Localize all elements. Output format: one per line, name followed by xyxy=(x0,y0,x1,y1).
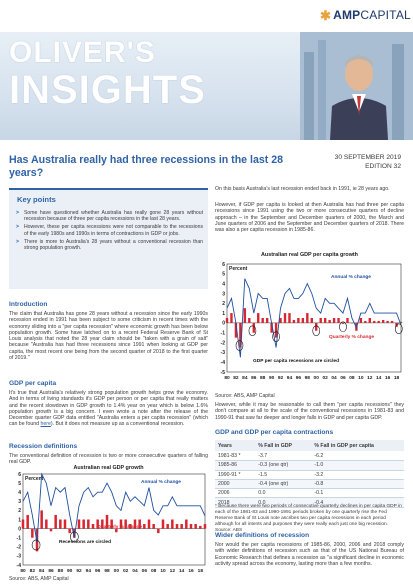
x-tick-label: 10 xyxy=(160,569,166,574)
table-row: 1981-83 * -3.7 -6.2 xyxy=(215,452,404,461)
x-tick-label: 08 xyxy=(150,569,157,574)
x-tick-label: 80 xyxy=(20,569,26,574)
x-tick-label: 88 xyxy=(260,376,266,381)
quarterly-bar xyxy=(82,520,85,529)
quarterly-bar xyxy=(324,318,326,323)
quarterly-bar xyxy=(31,529,34,538)
quarterly-bar xyxy=(293,320,295,323)
article-date: 30 SEPTEMBER 2019 xyxy=(334,154,401,161)
quarterly-bar xyxy=(176,524,179,529)
amp-capital-logo: ✱ AMPCAPITAL xyxy=(320,8,411,23)
quarterly-bar xyxy=(360,318,362,323)
quarterly-bar xyxy=(306,313,308,323)
chart-annotation: Quarterly % change xyxy=(329,335,375,340)
quarterly-bar xyxy=(194,524,197,529)
table-header-row xyxy=(215,440,404,452)
recession-definitions-heading: Recession definitions xyxy=(9,443,78,450)
wider-definitions-heading: Wider definitions of recession xyxy=(215,532,310,539)
quarterly-bar xyxy=(171,520,174,529)
quarterly-bar xyxy=(244,308,246,323)
quarterly-bar xyxy=(333,318,335,323)
quarterly-bar xyxy=(342,323,344,324)
x-tick-label: 98 xyxy=(304,376,310,381)
y-tick-label: -5 xyxy=(220,369,225,376)
chart-annotation: Quarterly % change xyxy=(97,525,143,530)
x-tick-label: 86 xyxy=(48,569,54,574)
y-tick-label: -1 xyxy=(16,535,21,542)
key-points-heading: Key points xyxy=(17,195,56,204)
quarterly-bar xyxy=(230,313,232,323)
x-tick-label: 82 xyxy=(29,569,36,574)
chart-annotation: Annual % change xyxy=(331,275,371,280)
quarterly-bar xyxy=(382,320,384,323)
x-tick-label: 90 xyxy=(268,376,275,381)
quarterly-bar xyxy=(297,318,299,323)
article-title: Has Australia really had three recessions in the last 28 years? xyxy=(9,154,283,179)
x-tick-label: 96 xyxy=(295,376,302,381)
table-row: 2000 -0.4 (one qtr) -0.8 xyxy=(215,479,404,488)
table-footnote: * Because there were two periods of consecutive quarterly declines in per capita GDP in each of the 1981-83 and 1990-1991 periods broken by one quarterly rise the Fed Reserve Bank of St Louis note ascribes two per capita recessions in each period although for all intents and purposes they were really each just one big recession. Source: ABS xyxy=(215,504,402,533)
chart-gdp-per-capita-growth xyxy=(213,258,405,384)
x-tick-label: 90 xyxy=(66,569,73,574)
x-tick-label: 98 xyxy=(104,569,110,574)
y-tick-label: 6 xyxy=(18,471,21,478)
x-tick-label: 04 xyxy=(331,376,337,381)
x-tick-label: 84 xyxy=(242,376,248,381)
plot-frame xyxy=(227,264,401,372)
quarterly-bar xyxy=(275,323,277,338)
plot-frame xyxy=(23,474,205,565)
y-tick-label: 3 xyxy=(18,499,21,506)
y-tick-label: 1 xyxy=(18,517,21,524)
introduction-text: The claim that Australia has gone 28 years without a recession since the early 1990s recession ended in 1991 has been subject to some criticism in recent times with the economy sliding into a "per capita recession" where economic growth has been below population growth. Some have latched on to a recent Federal Reserve Bank of St Louis analysis that noted the 28 year claim should be "taken with a grain of salt" because "Australia has had three recessions since 1991 when looking at GDP per capita, the most recent one being from the second quarter of 2018 to the first quarter of 2019." xyxy=(9,311,208,362)
key-point-item: > Some have questioned whether Australia has really gone 28 years without recession because of three per capita recessions in the last 28 years. xyxy=(15,210,203,222)
x-tick-label: 14 xyxy=(178,569,185,574)
quarterly-bar xyxy=(185,520,188,529)
right-para-1: On this basis Australia's last recession ended back in 1991, ie 28 years ago. xyxy=(215,186,390,192)
quarterly-bar xyxy=(59,520,62,529)
chart1-title: Australian real GDP growth xyxy=(73,465,144,471)
key-point-item: > However, these per capita recessions were not comparable to the recessions of the early 1980s and 1990s in terms of contractions in GDP or jobs. xyxy=(15,224,203,236)
right-para-2: However, if GDP per capita is looked at then Australia has had three per capita recessions since 1991 using the two or more consecutive quarters of decline approach – in the September and December quarters of 2000, the March and June quarters of 2006 and the September and December quarters of 2018. There was also a per capita recession in 1985-86. xyxy=(215,202,404,234)
quarterly-bar xyxy=(288,313,290,323)
y-tick-label: -4 xyxy=(16,562,21,569)
y-tick-label: -1 xyxy=(220,330,225,337)
y-tick-label: -2 xyxy=(220,340,225,347)
quarterly-bar xyxy=(92,524,95,529)
column-header: Years xyxy=(215,440,255,452)
annual-change-line xyxy=(227,279,401,358)
x-tick-label: 18 xyxy=(393,376,400,381)
y-tick-label: 2 xyxy=(18,508,21,515)
y-tick-label: 1 xyxy=(222,310,225,317)
quarterly-bar xyxy=(22,520,25,529)
y-tick-label: 0 xyxy=(222,320,225,327)
table-row: 1985-86 -0.3 (one qtr) -1.0 xyxy=(215,461,404,470)
x-tick-label: 00 xyxy=(313,376,319,381)
key-points-box xyxy=(9,188,208,289)
quarterly-bar xyxy=(166,524,169,529)
quarterly-bar xyxy=(337,318,339,323)
x-tick-label: 00 xyxy=(113,569,120,574)
table-row: 1990-91 * -1.5 -3.2 xyxy=(215,470,404,479)
quarterly-bar xyxy=(319,318,321,323)
x-tick-label: 12 xyxy=(169,569,176,574)
x-tick-label: 86 xyxy=(251,376,257,381)
y-tick-label: 2 xyxy=(222,301,225,308)
x-tick-label: 92 xyxy=(76,569,82,574)
quarterly-bar xyxy=(261,318,263,323)
quarterly-bar xyxy=(152,524,155,529)
quarterly-bar xyxy=(377,321,379,323)
table-heading: GDP and GDP per capita contractions xyxy=(215,429,334,436)
x-tick-label: 84 xyxy=(38,569,45,574)
chart2-source: Source: ABS, AMP Capital xyxy=(215,393,275,399)
y-tick-label: 4 xyxy=(222,281,225,288)
y-axis-label: Percent xyxy=(25,476,44,482)
quarterly-bar xyxy=(369,318,371,323)
x-tick-label: 80 xyxy=(224,376,230,381)
gdp-per-capita-heading: GDP per capita xyxy=(9,380,57,387)
column-header: % Fall in GDP xyxy=(255,440,311,452)
quarterly-bar xyxy=(226,318,228,323)
article-date-edition xyxy=(300,154,401,171)
chart-annotation: Recessions are circled xyxy=(59,540,111,545)
quarterly-bar xyxy=(199,526,202,529)
y-tick-label: 4 xyxy=(18,490,21,496)
quarterly-bar xyxy=(26,515,29,529)
brand-title-line2: INSIGHTS xyxy=(9,68,206,112)
x-tick-label: 88 xyxy=(57,569,64,574)
quarterly-bar xyxy=(253,323,255,333)
y-tick-label: 5 xyxy=(222,271,225,278)
quarterly-bar xyxy=(40,510,43,528)
table-row: 2018 0.0 -0.4 xyxy=(215,498,404,507)
star-icon: ✱ xyxy=(320,8,332,23)
recession-definitions-text: The conventional definition of recession is two or more consecutive quarters of falling real GDP. xyxy=(9,453,208,466)
x-tick-label: 12 xyxy=(367,376,373,381)
quarterly-bar xyxy=(328,320,330,323)
x-tick-label: 02 xyxy=(322,376,328,381)
x-tick-label: 06 xyxy=(340,376,346,381)
quarterly-bar xyxy=(311,318,313,323)
quarterly-bar xyxy=(54,515,57,529)
x-tick-label: 10 xyxy=(358,376,364,381)
quarterly-bar xyxy=(162,520,165,529)
quarterly-bar xyxy=(148,520,151,529)
chart1-source: Source: ABS, AMP Capital xyxy=(9,576,69,582)
quarterly-bar xyxy=(373,321,375,323)
quarterly-bar xyxy=(364,321,366,323)
x-tick-label: 08 xyxy=(349,376,355,381)
quarterly-bar xyxy=(143,524,146,529)
header-banner xyxy=(0,32,413,140)
column-header: % Fall in GDP per capita xyxy=(311,440,404,452)
quarterly-bar xyxy=(157,529,160,534)
quarterly-bar xyxy=(248,318,250,323)
wider-definitions-text: Nor would the per capita recessions of 1985-86, 2000, 2006 and 2018 comply with wider definitions of recession such as that of the US National Bureau of Economic Research that defines a recession as "a significant decline in economic activity spread across the economy, lasting more than a few months. xyxy=(215,542,404,567)
quarterly-bar xyxy=(204,524,207,529)
y-tick-label: -2 xyxy=(16,544,21,551)
y-tick-label: -3 xyxy=(16,553,21,560)
quarterly-bar xyxy=(315,323,317,331)
y-tick-label: -3 xyxy=(220,350,225,357)
quarterly-bar xyxy=(386,321,388,323)
x-tick-label: 14 xyxy=(376,376,382,381)
brand-title-line1: OLIVER'S xyxy=(9,36,156,69)
y-tick-label: 6 xyxy=(222,261,225,268)
x-tick-label: 04 xyxy=(132,569,138,574)
table-row: 2006 0.0 -0.1 xyxy=(215,489,404,498)
x-tick-label: 18 xyxy=(197,569,204,574)
y-tick-label: -4 xyxy=(220,359,225,366)
key-points-list xyxy=(15,210,203,253)
x-tick-label: 16 xyxy=(384,376,391,381)
quarterly-bar xyxy=(266,318,268,323)
gdp-per-capita-text: It's true that Australia's relatively strong population growth helps grow the economy. And in terms of living standards it's GDP per person or per capita that really matters and the recent slowdown in GDP growth to 1.4% year on year which is below 1.6% population growth is a big concern. I even wrote a note after the release of the December quarter GDP data entitled "Australia enters a per capita recession" (which can be found here). But it does not measure up as a conventional recession. xyxy=(9,390,208,428)
chart-gdp-growth xyxy=(9,471,209,575)
chart2-title: Australian real GDP per capita growth xyxy=(261,252,358,258)
y-axis-label: Percent xyxy=(229,266,248,272)
x-tick-label: 06 xyxy=(141,569,148,574)
right-para-3: However, while it may be reasonable to call them "per capita recessions" they don't compare at all to the scale of the conventional recessions in 1981-83 and 1990-91 that saw far deeper and longer falls in GDP and per capita GDP. xyxy=(215,402,404,421)
quarterly-bar xyxy=(284,313,286,323)
quarterly-bar xyxy=(45,520,48,529)
quarterly-bar xyxy=(87,520,90,529)
x-tick-label: 16 xyxy=(188,569,194,574)
chart-annotation: GDP per capita recessions are circled xyxy=(253,359,340,364)
y-tick-label: 3 xyxy=(222,291,225,298)
quarterly-bar xyxy=(78,520,81,529)
quarterly-bar xyxy=(190,524,193,529)
article-edition: EDITION 32 xyxy=(365,162,401,170)
quarterly-bar xyxy=(257,313,259,323)
x-tick-label: 96 xyxy=(94,569,101,574)
quarterly-bar xyxy=(302,318,304,323)
quarterly-bar xyxy=(180,524,183,529)
quarterly-bar xyxy=(346,318,348,323)
quarterly-bar xyxy=(68,529,71,534)
introduction-heading: Introduction xyxy=(9,301,48,308)
quarterly-bar xyxy=(64,520,67,529)
x-tick-label: 82 xyxy=(233,376,239,381)
x-tick-label: 92 xyxy=(277,376,284,381)
x-tick-label: 02 xyxy=(122,569,129,574)
here-link[interactable]: here xyxy=(40,421,51,428)
chart-annotation: Annual % change xyxy=(141,480,181,485)
quarterly-bar xyxy=(50,529,53,532)
y-tick-label: 0 xyxy=(18,526,21,533)
contractions-table xyxy=(215,440,404,508)
key-point-item: > There is more to Australia's 28 years without a conventional recession than strong population growth. xyxy=(15,239,203,251)
x-tick-label: 94 xyxy=(85,569,92,574)
x-tick-label: 94 xyxy=(286,376,293,381)
quarterly-bar xyxy=(391,321,393,323)
y-tick-label: 5 xyxy=(18,480,21,487)
